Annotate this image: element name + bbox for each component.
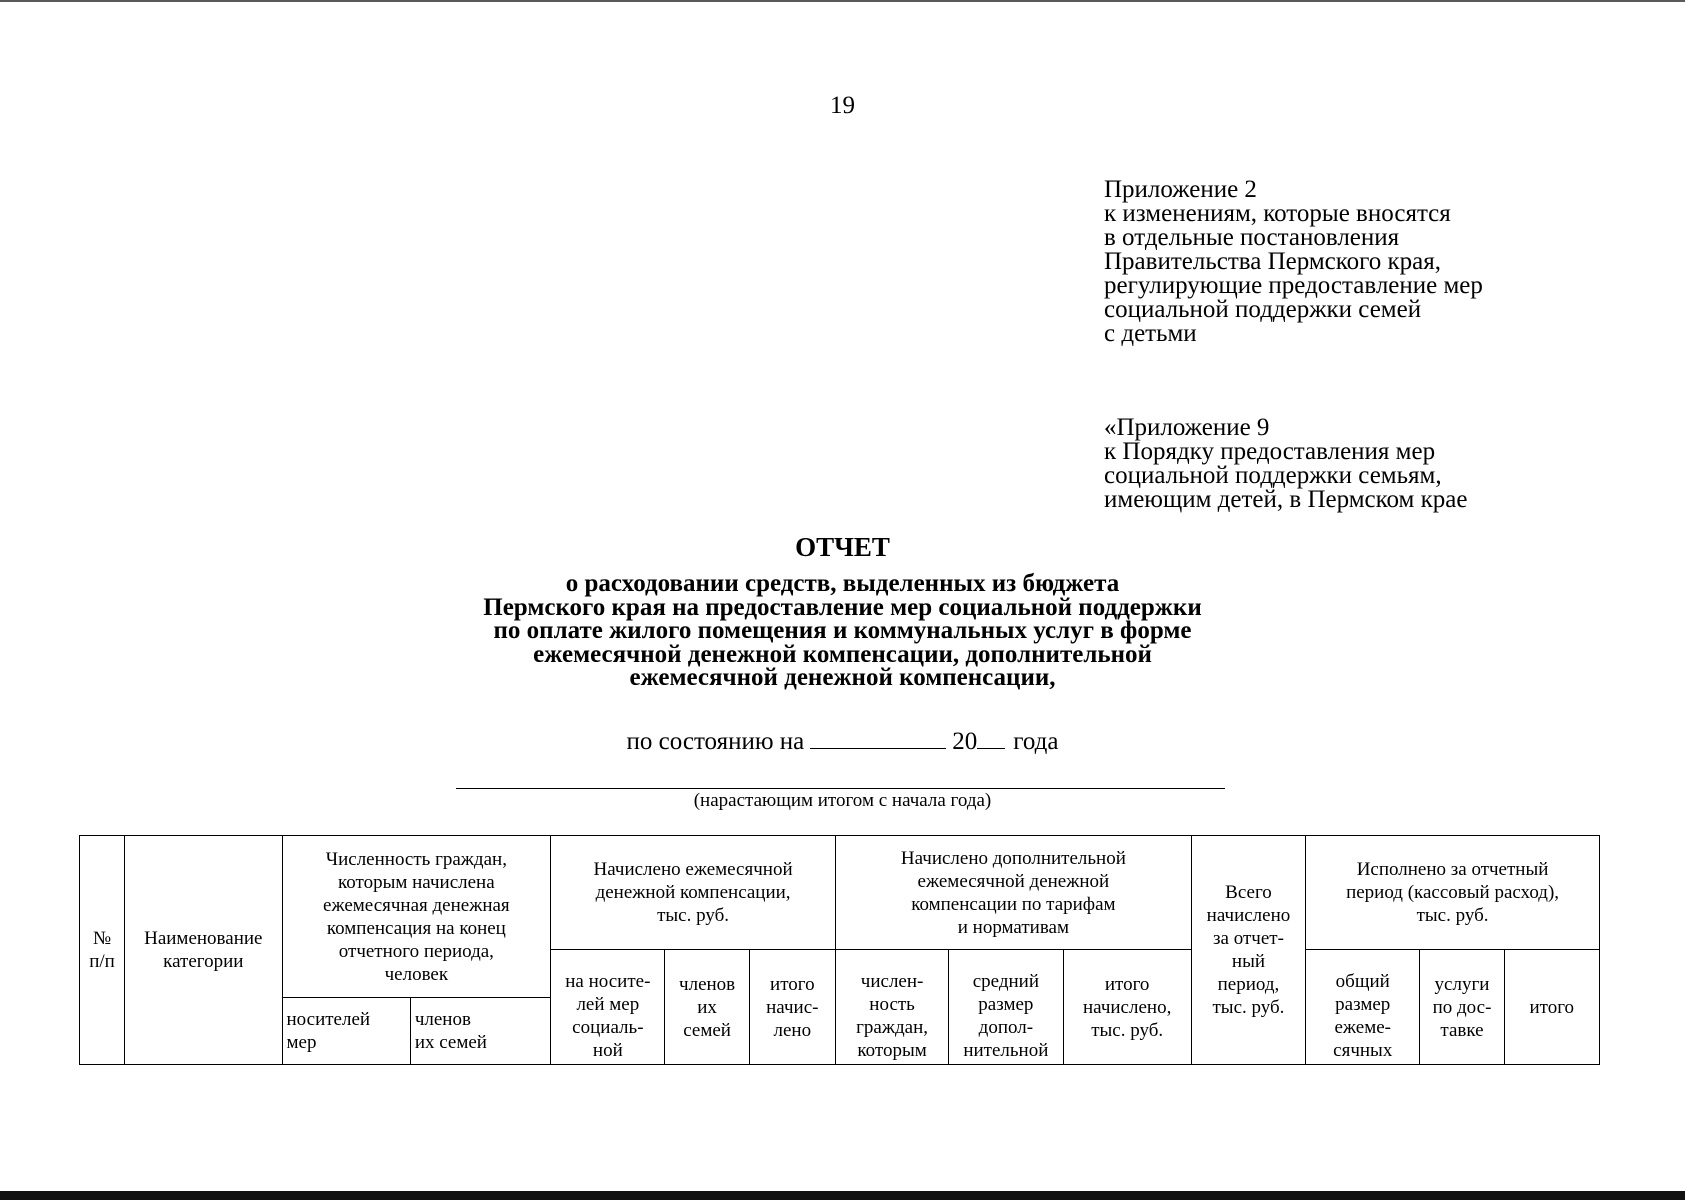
annex-two-line: социальной поддержки семьям,	[1104, 462, 1442, 489]
header-citizens-holders: носителей мер	[282, 998, 410, 1065]
report-title: ОТЧЕТ	[795, 532, 890, 562]
page-number: 19	[830, 92, 855, 119]
subtitle-line: по оплате жилого помещения и коммунальных услуг в форме	[493, 617, 1192, 644]
date-prefix: по состоянию на	[626, 728, 805, 755]
header-category: Наименование категории	[125, 836, 282, 1065]
page-bottom-edge	[0, 1191, 1685, 1200]
header-executed-total-size: общий размер ежеме- сячных	[1306, 950, 1420, 1065]
annex-one-line: в отдельные постановления	[1104, 224, 1400, 251]
subtitle-line: Пермского края на предоставление мер социальной поддержки	[483, 593, 1202, 621]
annex-two-line: к Порядку предоставления мер	[1104, 438, 1436, 465]
header-total-accrued: Всего начислено за отчет- ный период, тыс. руб.	[1191, 836, 1305, 1065]
header-additional-count: числен- ность граждан, которым	[835, 950, 948, 1065]
annex-one-line: регулирующие предоставление мер	[1104, 272, 1483, 299]
header-citizens-count: Численность граждан, которым начислена ежемесячная денежная компенсация на конец отчетного периода, человек	[282, 836, 551, 998]
header-monthly-total: итого начис- лено	[749, 950, 835, 1065]
header-executed: Исполнено за отчетный период (кассовый расход), тыс. руб.	[1306, 836, 1600, 950]
year-blank-field[interactable]	[977, 724, 1005, 749]
header-executed-delivery: услуги по дос- тавке	[1420, 950, 1504, 1065]
report-table	[79, 835, 1600, 1065]
annex-one-line: к изменениям, которые вносятся	[1104, 200, 1451, 227]
annex-two-block	[1104, 416, 1467, 512]
annex-one-block	[1104, 178, 1483, 346]
header-executed-total: итого	[1504, 950, 1599, 1065]
date-line	[0, 724, 1685, 756]
header-additional-compensation: Начислено дополнительной ежемесячной денежной компенсации по тарифам и нормативам	[835, 836, 1191, 950]
header-number: № п/п	[80, 836, 125, 1065]
subtitle-line: ежемесячной денежной компенсации, дополнительной	[533, 640, 1152, 668]
date-suffix: года	[1013, 728, 1059, 755]
annex-two-line: имеющим детей, в Пермском крае	[1104, 486, 1468, 513]
header-monthly-compensation: Начислено ежемесячной денежной компенсации, тыс. руб.	[551, 836, 836, 950]
annex-one-line: Правительства Пермского края,	[1104, 248, 1442, 275]
annex-one-line: Приложение 2	[1104, 176, 1257, 203]
subtitle-line: о расходовании средств, выделенных из бюджета	[565, 570, 1120, 597]
cumulative-caption: (нарастающим итогом с начала года)	[693, 790, 992, 811]
header-monthly-holders: на носите- лей мер социаль- ной	[551, 950, 665, 1065]
annex-one-line: социальной поддержки семей	[1104, 296, 1422, 323]
header-additional-total: итого начислено, тыс. руб.	[1063, 950, 1191, 1065]
annex-one-line: с детьми	[1104, 320, 1197, 347]
organization-blank-line[interactable]	[456, 788, 1225, 789]
header-monthly-members: членов их семей	[665, 950, 749, 1065]
year-prefix: 20	[952, 728, 978, 755]
subtitle-line: ежемесячной денежной компенсации,	[629, 664, 1056, 691]
date-blank-field[interactable]	[810, 724, 946, 749]
page-top-edge	[0, 0, 1685, 2]
header-citizens-members: членов их семей	[410, 998, 550, 1065]
annex-two-line: «Приложение 9	[1104, 414, 1270, 441]
report-subtitle	[0, 572, 1685, 690]
header-additional-average: средний размер допол- нительной	[949, 950, 1063, 1065]
